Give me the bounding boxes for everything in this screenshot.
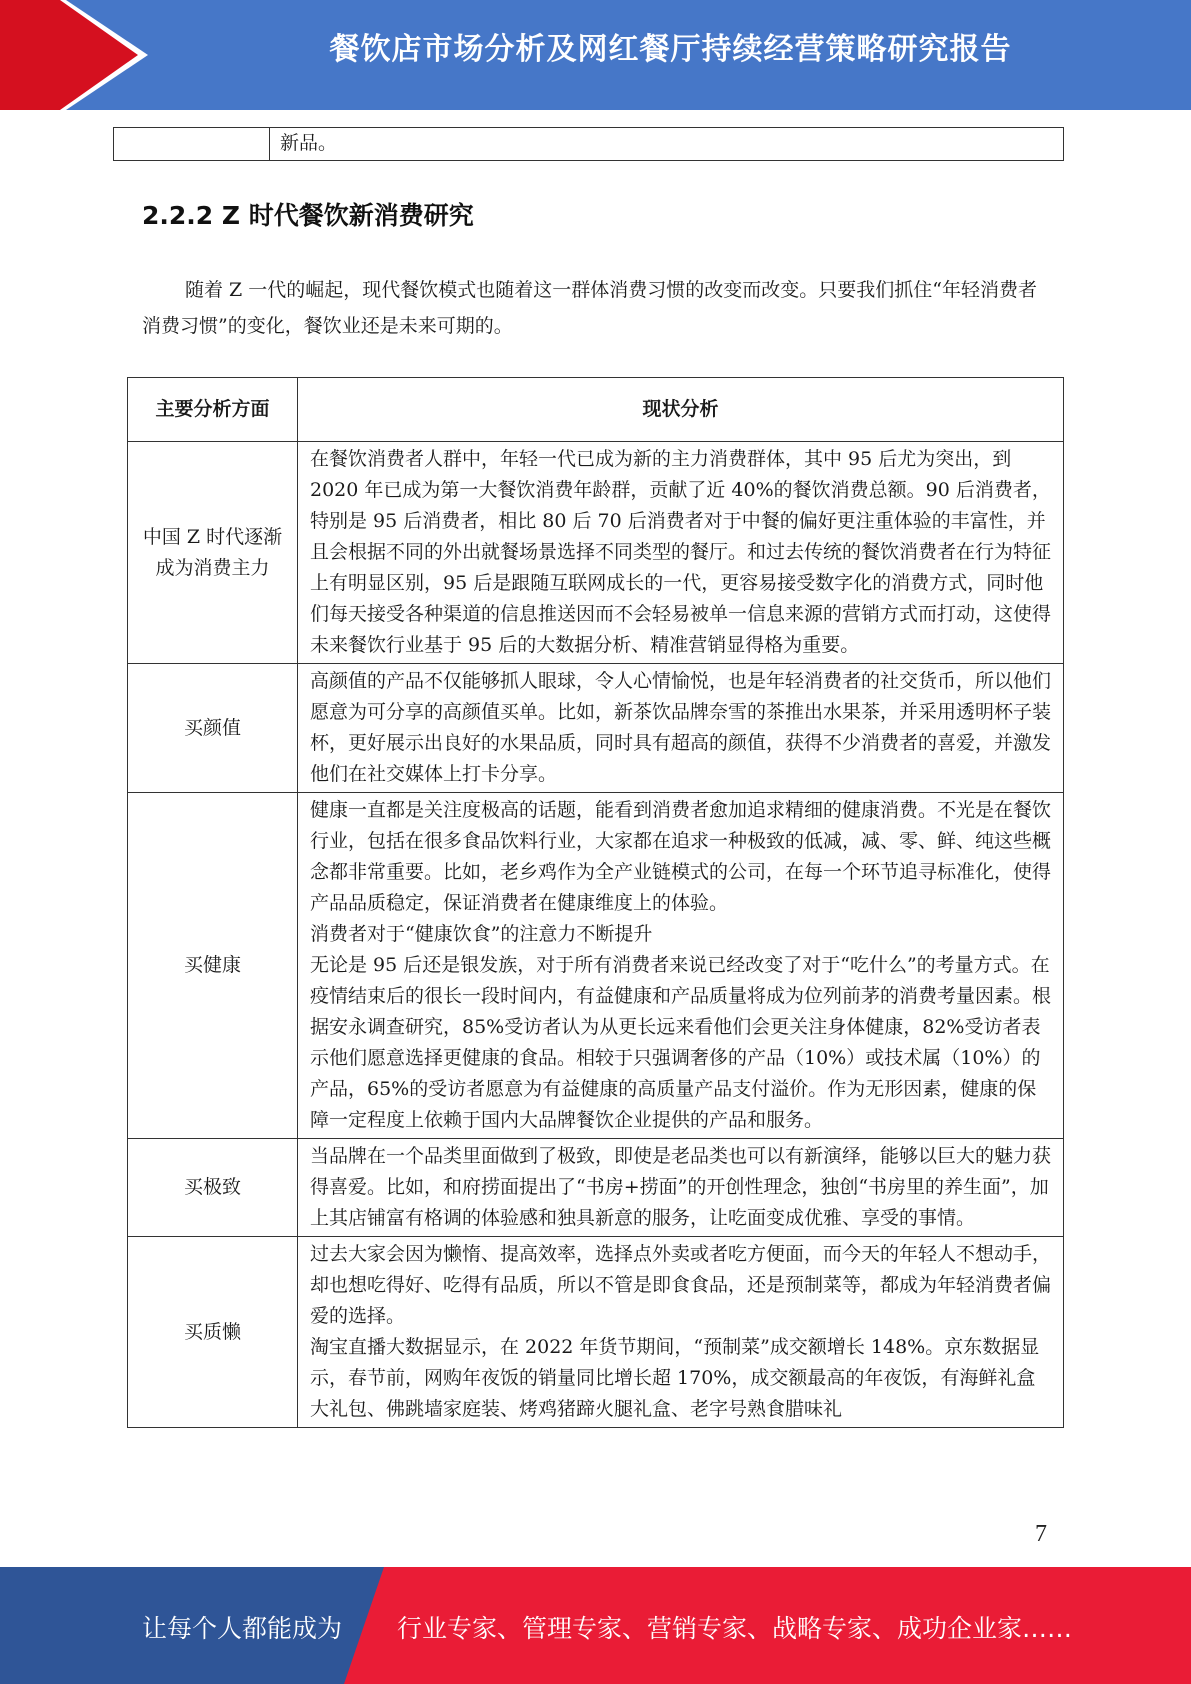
row-analysis xyxy=(298,664,1063,792)
analysis-paragraph: 当品牌在一个品类里面做到了极致，即使是老品类也可以有新演绎，能够以巨大的魅力获得喜爱。比如，和府捞面提出了“书房+捞面”的开创性理念，独创“书房里的养生面”，加上其店铺富有格调的体验感和独具新意的服务，让吃面变成优雅、享受的事情。 xyxy=(310,1145,1052,1229)
analysis-paragraph: 淘宝直播大数据显示，在 2022 年货节期间，“预制菜”成交额增长 148%。京东数据显示，春节前，网购年夜饭的销量同比增长超 170%，成交额最高的年夜饭，有海鲜礼盒大礼包、佛跳墙家庭装、烤鸡猪蹄火腿礼盒、老字号熟食腊味礼 xyxy=(310,1336,1040,1420)
row-analysis xyxy=(298,1139,1063,1236)
footer-slogan-right: 行业专家、管理专家、营销专家、战略专家、成功企业家…… xyxy=(397,1614,1073,1643)
table-row xyxy=(128,792,1063,1138)
page-header xyxy=(0,0,1191,110)
analysis-subheading: 消费者对于“健康饮食”的注意力不断提升 xyxy=(310,923,653,945)
table-header-aspect: 主要分析方面 xyxy=(128,378,298,441)
table-row xyxy=(128,1138,1063,1236)
continuation-cell-analysis: 新品。 xyxy=(280,132,338,154)
intro-paragraph: 随着 Z 一代的崛起，现代餐饮模式也随着这一群体消费习惯的改变而改变。只要我们抓住“年轻消费者消费习惯”的变化，餐饮业还是未来可期的。 xyxy=(142,279,1037,337)
row-analysis xyxy=(298,793,1063,1138)
table-row xyxy=(128,1236,1063,1427)
page-footer xyxy=(0,1567,1191,1684)
footer-slogan-left: 让每个人都能成为 xyxy=(142,1614,343,1643)
continuation-cell-aspect xyxy=(114,128,270,160)
row-aspect-label: 买质懒 xyxy=(128,1237,298,1427)
analysis-paragraph: 高颜值的产品不仅能够抓人眼球，令人心情愉悦，也是年轻消费者的社交货币，所以他们愿意为可分享的高颜值买单。比如，新茶饮品牌奈雪的茶推出水果茶，并采用透明杯子装杯，更好展示出良好的水果品质，同时具有超高的颜值，获得不少消费者的喜爱，并激发他们在社交媒体上打卡分享。 xyxy=(310,670,1052,785)
table-header-row xyxy=(128,378,1063,441)
analysis-paragraph: 在餐饮消费者人群中，年轻一代已成为新的主力消费群体，其中 95 后尤为突出，到 2020 年已成为第一大餐饮消费年龄群，贡献了近 40%的餐饮消费总额。90 后消费者，特别是 95 后消费者，相比 80 后 70 后消费者对于中餐的偏好更注重体验的丰富性，并且会根据不同的外出就餐场景选择不同类型的餐厅。和过去传统的餐饮消费者在行为特征上有明显区别，95 后是跟随互联网成长的一代，更容易接受数字化的消费方式，同时他们每天接受各种渠道的信息推送因而不会轻易被单一信息来源的营销方式而打动，这使得未来餐饮行业基于 95 后的大数据分析、精准营销显得格为重要。 xyxy=(310,448,1052,656)
row-aspect-label: 买极致 xyxy=(128,1139,298,1236)
analysis-table xyxy=(127,377,1064,1428)
continuation-table xyxy=(113,127,1064,161)
row-aspect-label: 买颜值 xyxy=(128,664,298,792)
row-aspect-label: 买健康 xyxy=(128,793,298,1138)
section-heading: 2.2.2 Z 时代餐饮新消费研究 xyxy=(142,201,474,230)
header-title: 餐饮店市场分析及网红餐厅持续经营策略研究报告 xyxy=(329,32,1012,67)
table-header-analysis: 现状分析 xyxy=(642,398,719,420)
table-row xyxy=(128,663,1063,792)
row-analysis xyxy=(298,1237,1063,1427)
row-aspect-label: 中国 Z 时代逐渐成为消费主力 xyxy=(128,442,298,663)
row-analysis xyxy=(298,442,1063,663)
analysis-paragraph: 过去大家会因为懒惰、提高效率，选择点外卖或者吃方便面，而今天的年轻人不想动手，却也想吃得好、吃得有品质，所以不管是即食食品，还是预制菜等，都成为年轻消费者偏爱的选择。 xyxy=(310,1243,1052,1327)
header-chevron-icon xyxy=(0,0,160,110)
table-row xyxy=(128,441,1063,663)
analysis-paragraph: 无论是 95 后还是银发族，对于所有消费者来说已经改变了对于“吃什么”的考量方式。在疫情结束后的很长一段时间内，有益健康和产品质量将成为位列前茅的消费考量因素。根据安永调查研究，85%受访者认为从更长远来看他们会更关注身体健康，82%受访者表示他们愿意选择更健康的食品。相较于只强调奢侈的产品（10%）或技术属（10%）的产品，65%的受访者愿意为有益健康的高质量产品支付溢价。作为无形因素，健康的保障一定程度上依赖于国内大品牌餐饮企业提供的产品和服务。 xyxy=(310,954,1052,1131)
page-number: 7 xyxy=(1035,1521,1047,1547)
analysis-paragraph: 健康一直都是关注度极高的话题，能看到消费者愈加追求精细的健康消费。不光是在餐饮行业，包括在很多食品饮料行业，大家都在追求一种极致的低减，减、零、鲜、纯这些概念都非常重要。比如，老乡鸡作为全产业链模式的公司，在每一个环节追寻标准化，使得产品品质稳定，保证消费者在健康维度上的体验。 xyxy=(310,799,1052,914)
